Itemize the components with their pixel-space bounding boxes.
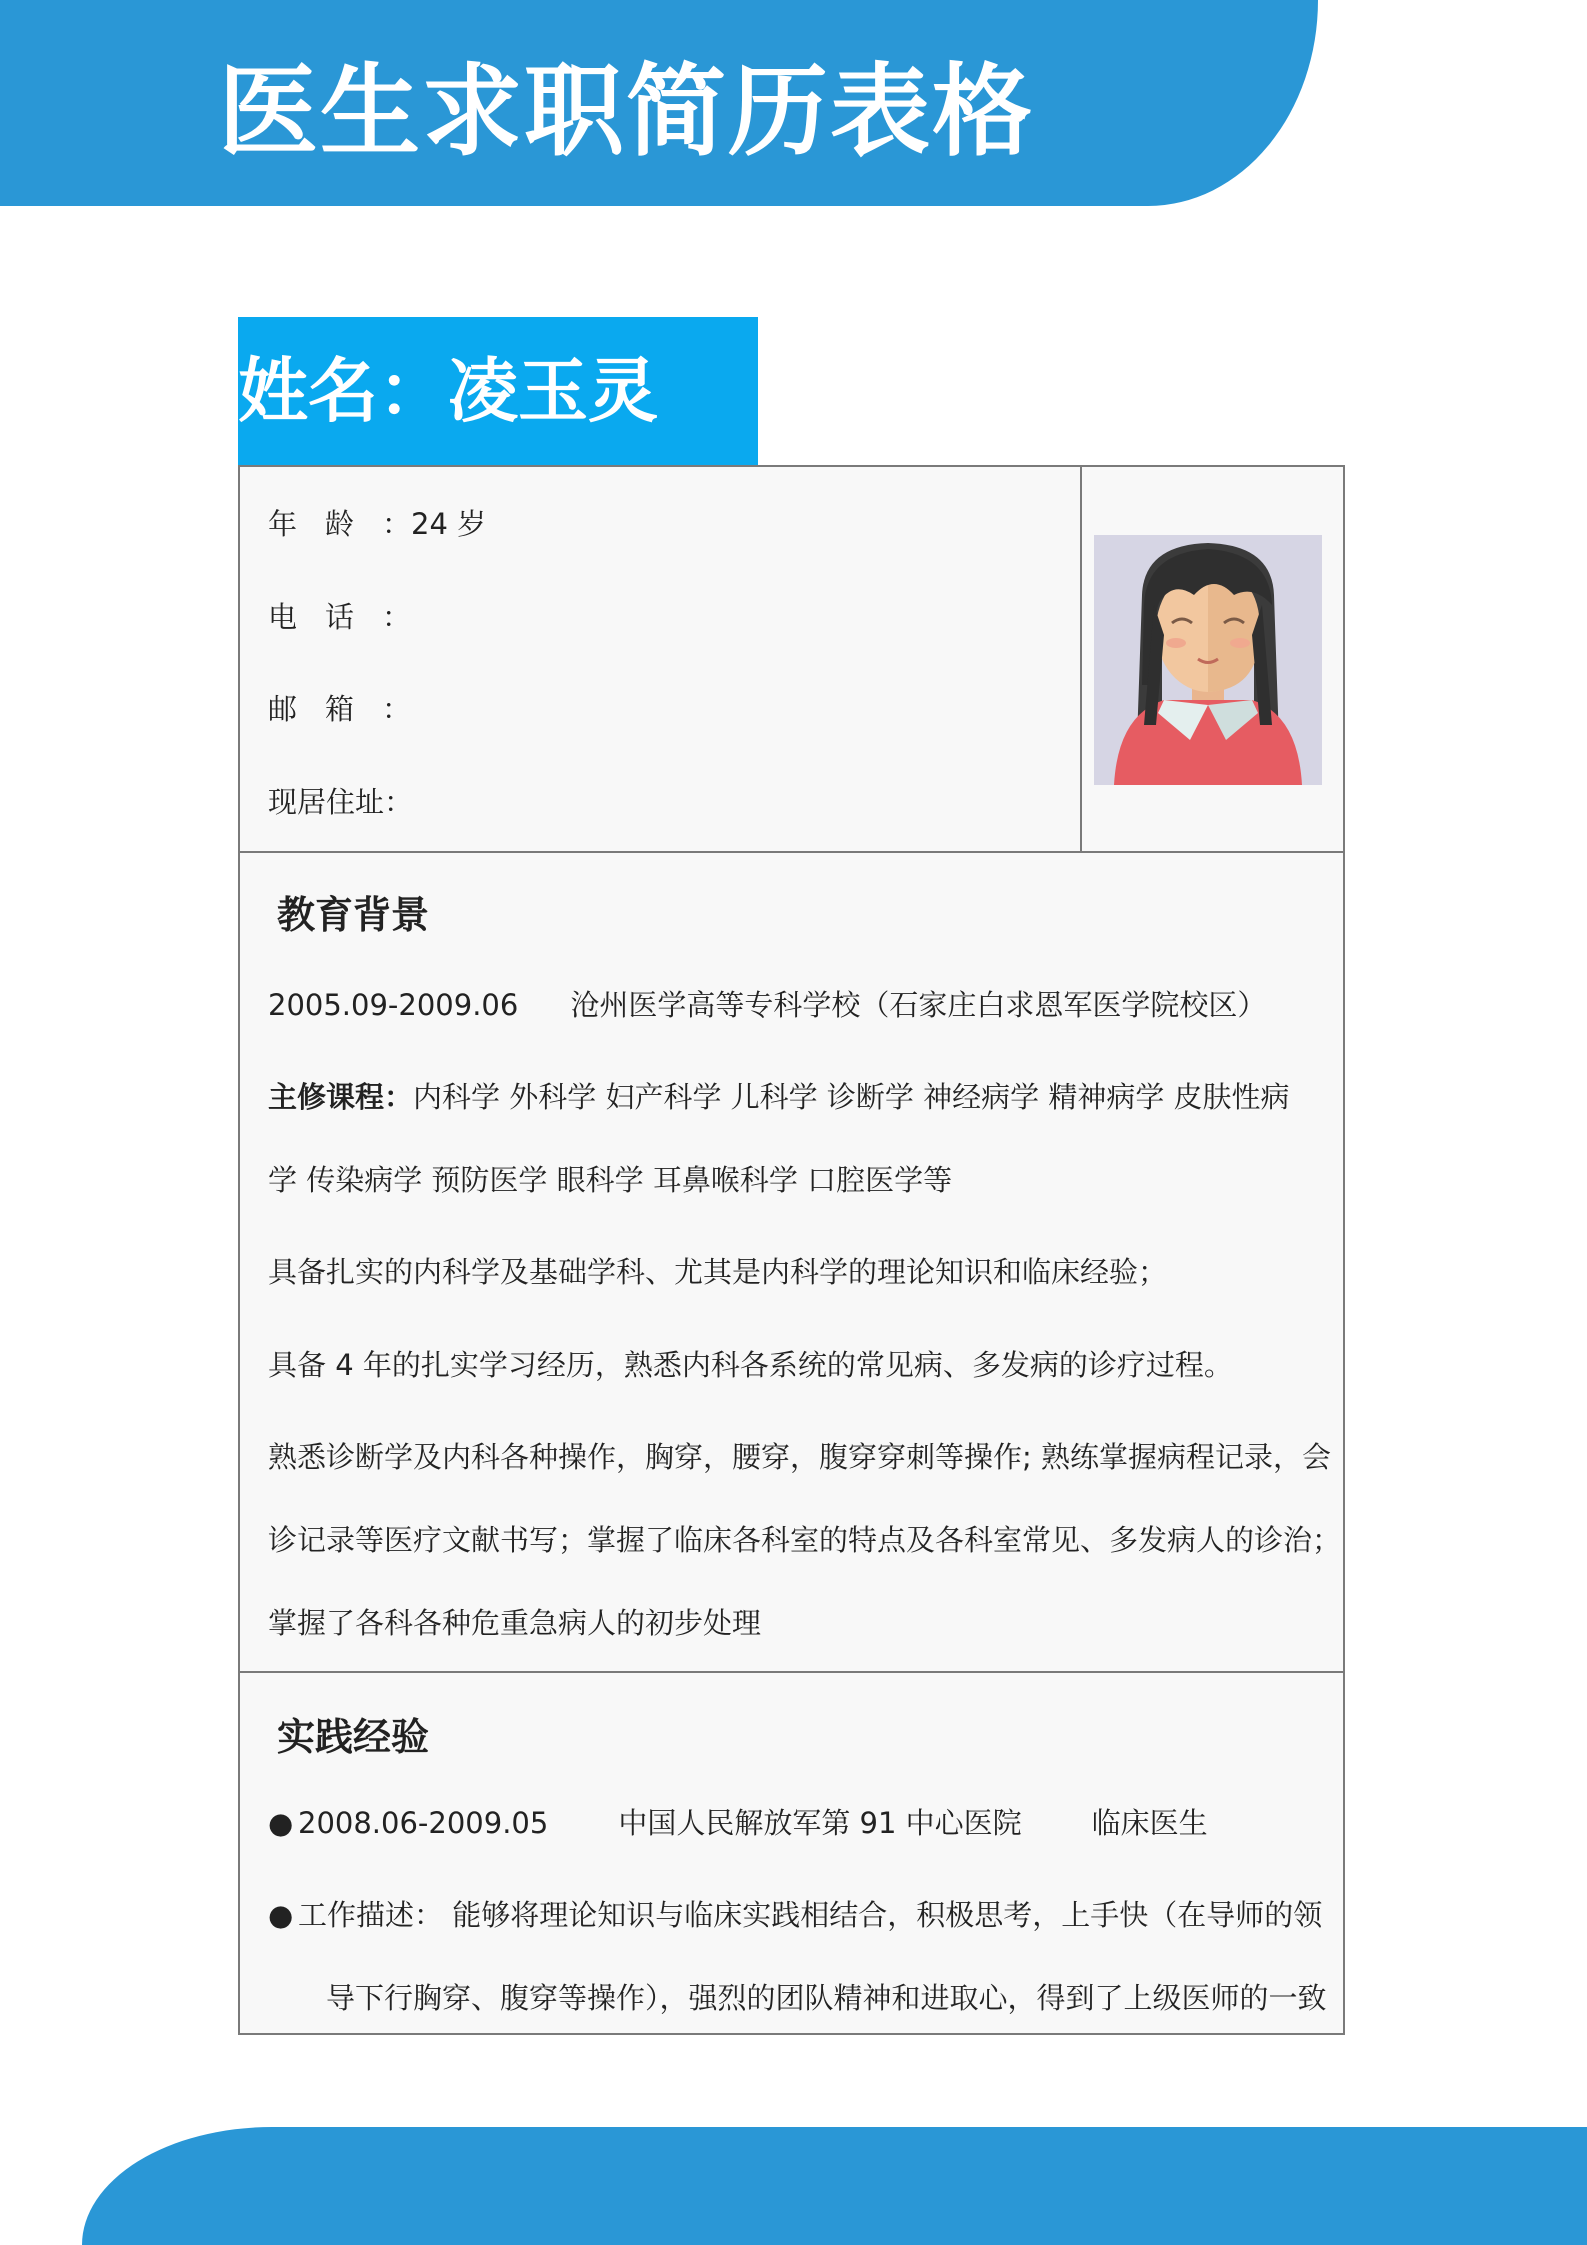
education-title: 教育背景	[277, 893, 430, 937]
education-para-3-line-2: 诊记录等医疗文献书写；掌握了临床各科室的特点及各科室常见、多发病人的诊治；	[268, 1523, 1342, 1557]
woman-avatar-icon	[1094, 535, 1322, 785]
experience-hospital: 中国人民解放军第 91 中心医院	[618, 1806, 1022, 1840]
education-section	[240, 853, 1343, 1673]
education-para-3-line-3: 掌握了各科各种危重急病人的初步处理	[268, 1606, 762, 1640]
experience-section	[240, 1673, 1343, 2035]
phone-row	[268, 595, 411, 636]
document-title: 医生求职简历表格	[218, 53, 1034, 170]
experience-title: 实践经验	[277, 1715, 430, 1759]
phone-label: 电话	[268, 600, 383, 634]
basic-info-section	[240, 467, 1343, 853]
education-para-3-line-1: 熟悉诊断学及内科各种操作，胸穿，腰穿，腹穿穿刺等操作; 熟练掌握病程记录，会	[268, 1440, 1331, 1474]
education-para-2: 具备 4 年的扎实学习经历，熟悉内科各系统的常见病、多发病的诊疗过程。	[268, 1348, 1233, 1382]
experience-desc-line-2: 导下行胸穿、腹穿等操作），强烈的团队精神和进取心，得到了上级医师的一致	[326, 1981, 1327, 2015]
experience-position: 临床医生	[1091, 1806, 1208, 1840]
education-school: 沧州医学高等专科学校（石家庄白求恩军医学院校区）	[570, 988, 1267, 1022]
address-label: 现居住址	[268, 785, 385, 819]
resume-card	[238, 465, 1345, 2035]
email-row	[268, 687, 411, 728]
education-para-1: 具备扎实的内科学及基础学科、尤其是内科学的理论知识和临床经验；	[268, 1255, 1168, 1289]
bottom-banner	[82, 2127, 1587, 2245]
address-value: ：	[384, 785, 414, 819]
experience-period: 2008.06-2009.05	[298, 1806, 549, 1840]
age-label: 年龄	[268, 507, 383, 541]
experience-entry	[268, 1801, 1208, 1842]
email-label: 邮箱	[268, 692, 383, 726]
experience-desc-line-1	[268, 1893, 1322, 1934]
experience-desc-1: 工作描述： 能够将理论知识与临床实践相结合，积极思考，上手快（在导师的领	[298, 1898, 1323, 1932]
courses-list-1: 内科学 外科学 妇产科学 儿科学 诊断学 神经病学 精神病学 皮肤性病	[413, 1080, 1290, 1114]
photo-cell	[1080, 467, 1343, 851]
education-entry	[268, 983, 1266, 1024]
age-row	[268, 502, 486, 543]
bullet-icon: ●	[268, 1806, 294, 1840]
bullet-icon: ●	[268, 1898, 294, 1932]
courses-label: 主修课程：	[268, 1080, 414, 1114]
age-value: ：24 岁	[382, 507, 487, 541]
address-row	[268, 780, 413, 821]
courses-list-2: 学 传染病学 预防医学 眼科学 耳鼻喉科学 口腔医学等	[268, 1163, 953, 1197]
name-tab: 姓名：凌玉灵	[238, 317, 758, 466]
phone-value: ：	[382, 600, 412, 634]
email-value: ：	[382, 692, 412, 726]
courses-line-1	[268, 1075, 1290, 1116]
education-period: 2005.09-2009.06	[268, 988, 519, 1022]
